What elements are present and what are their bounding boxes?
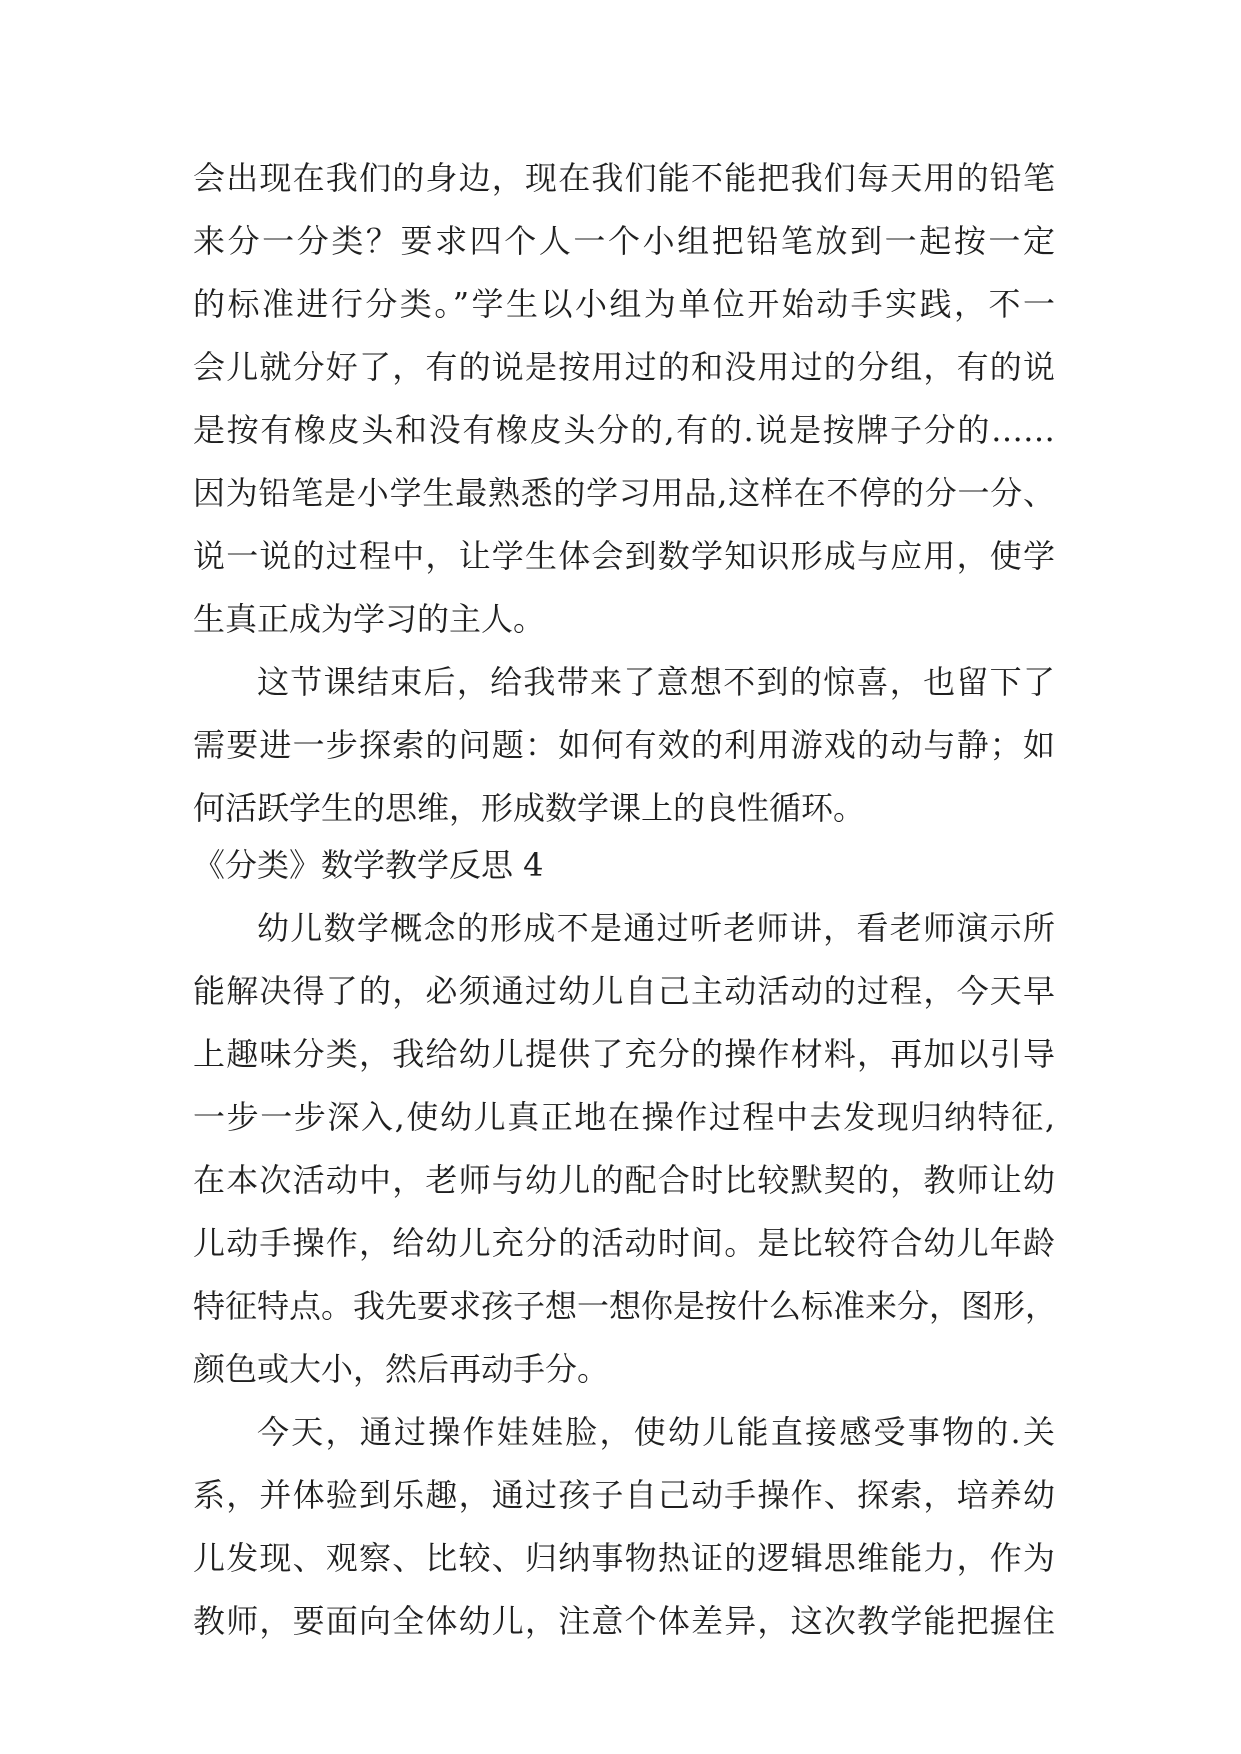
text-line: 上趣味分类，我给幼儿提供了充分的操作材料，再加以引导 xyxy=(193,1035,1055,1073)
text-line: 儿动手操作，给幼儿充分的活动时间。是比较符合幼儿年龄 xyxy=(193,1224,1055,1262)
text-line: 需要进一步探索的问题：如何有效的利用游戏的动与静；如 xyxy=(193,726,1055,764)
text-line: 会出现在我们的身边，现在我们能不能把我们每天用的铅笔 xyxy=(193,159,1055,197)
text-line: 生真正成为学习的主人。 xyxy=(193,600,546,638)
text-line: 一步一步深入,使幼儿真正地在操作过程中去发现归纳特征, xyxy=(193,1098,1055,1136)
text-line: 颜色或大小，然后再动手分。 xyxy=(193,1350,610,1388)
text-line: 会儿就分好了，有的说是按用过的和没用过的分组，有的说 xyxy=(193,348,1055,386)
text-line: 儿发现、观察、比较、归纳事物热证的逻辑思维能力，作为 xyxy=(193,1539,1055,1577)
text-line: 在本次活动中，老师与幼儿的配合时比较默契的，教师让幼 xyxy=(193,1161,1055,1199)
text-line: 的标准进行分类。”学生以小组为单位开始动手实践，不一 xyxy=(193,285,1055,323)
text-line: 因为铅笔是小学生最熟悉的学习用品,这样在不停的分一分、 xyxy=(193,474,1055,512)
text-line: 何活跃学生的思维，形成数学课上的良性循环。 xyxy=(193,789,866,827)
text-line: 说一说的过程中，让学生体会到数学知识形成与应用，使学 xyxy=(193,537,1055,575)
section-heading: 《分类》数学教学反思 4 xyxy=(193,846,544,884)
text-line: 特征特点。我先要求孩子想一想你是按什么标准来分，图形， xyxy=(193,1287,1058,1325)
paragraph-start-line: 幼儿数学概念的形成不是通过听老师讲，看老师演示所 xyxy=(257,909,1055,947)
text-line: 教师，要面向全体幼儿，注意个体差异，这次教学能把握住 xyxy=(193,1602,1055,1640)
paragraph-start-line: 今天，通过操作娃娃脸，使幼儿能直接感受事物的.关 xyxy=(257,1413,1055,1451)
paragraph-start-line: 这节课结束后，给我带来了意想不到的惊喜，也留下了 xyxy=(257,663,1055,701)
text-line: 能解决得了的，必须通过幼儿自己主动活动的过程，今天早 xyxy=(193,972,1055,1010)
text-line: 来分一分类？要求四个人一个小组把铅笔放到一起按一定 xyxy=(193,222,1055,260)
text-line: 系，并体验到乐趣，通过孩子自己动手操作、探索，培养幼 xyxy=(193,1476,1055,1514)
text-line: 是按有橡皮头和没有橡皮头分的,有的.说是按牌子分的…… xyxy=(193,411,1055,449)
